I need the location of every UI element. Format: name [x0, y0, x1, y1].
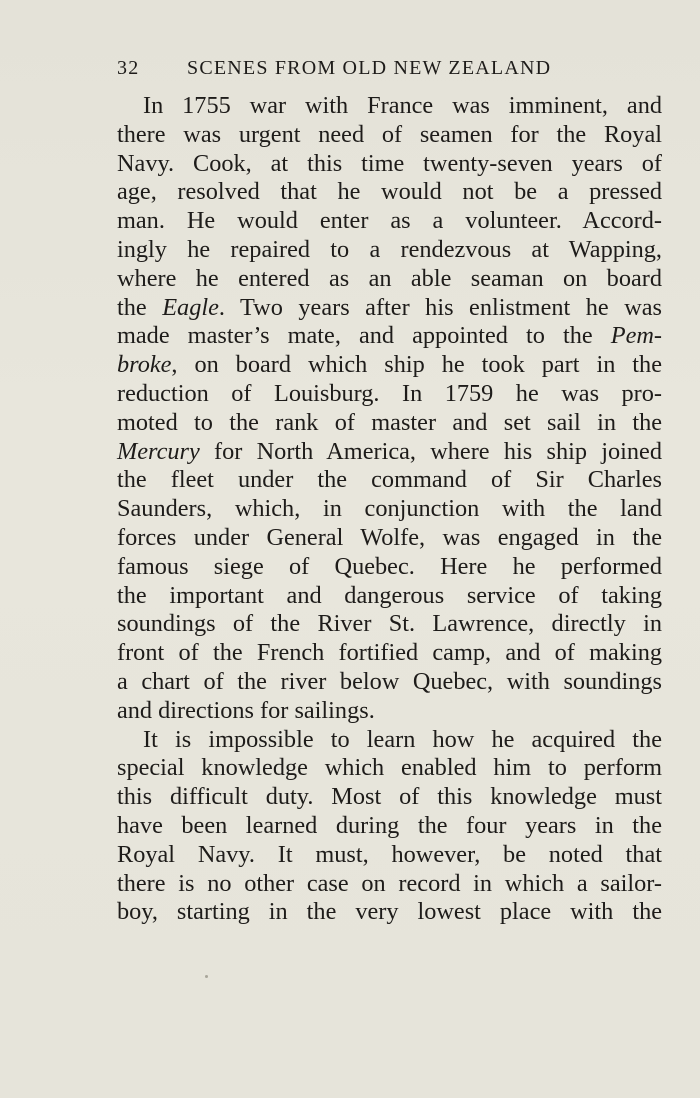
text-segment: the important and dangerous service of taking — [117, 581, 662, 609]
text-segment: reduction of Louisburg. In 1759 he was pro- — [117, 379, 662, 407]
text-line — [117, 524, 662, 553]
text-line — [117, 150, 662, 179]
text-line — [117, 668, 662, 697]
text-segment: there is no other case on record in which a sailor- — [117, 869, 662, 897]
running-header — [117, 55, 662, 83]
text-line — [117, 812, 662, 841]
text-segment: for North America, where his ship joined — [199, 437, 662, 465]
text-line — [117, 265, 662, 294]
text-segment: a chart of the river below Quebec, with soundings — [117, 667, 662, 695]
text-line — [117, 495, 662, 524]
text-line — [117, 841, 662, 870]
text-segment: soundings of the River St. Lawrence, directly in — [117, 610, 662, 638]
text-line — [117, 409, 662, 438]
text-segment: In 1755 war with France was imminent, and — [143, 92, 662, 119]
page-number: 32 — [117, 57, 140, 79]
text-segment: age, resolved that he would not be a pressed — [117, 178, 662, 206]
text-segment: Royal Navy. It must, however, be noted that — [117, 840, 662, 868]
italic-ship-name: broke — [117, 351, 172, 379]
text-line — [117, 697, 662, 726]
italic-ship-name: Eagle — [162, 293, 219, 321]
text-line — [117, 582, 662, 611]
paragraph — [117, 92, 662, 726]
text-line — [117, 92, 662, 121]
text-line — [117, 783, 662, 812]
text-segment: It is impossible to learn how he acquired the — [143, 725, 662, 753]
text-segment: there was urgent need of seamen for the Royal — [117, 120, 662, 148]
text-segment: this difficult duty. Most of this knowledge must — [117, 783, 662, 811]
text-line — [117, 351, 662, 380]
text-line — [117, 639, 662, 668]
body-text — [117, 92, 662, 927]
text-line — [117, 178, 662, 207]
text-line — [117, 726, 662, 755]
text-segment: boy, starting in the very lowest place with the — [117, 898, 662, 926]
text-segment: the — [117, 293, 163, 321]
text-line — [117, 466, 662, 495]
text-segment: front of the French fortified camp, and of making — [117, 639, 662, 667]
text-line — [117, 121, 662, 150]
text-segment: forces under General Wolfe, was engaged in the — [117, 523, 662, 551]
text-line — [117, 870, 662, 899]
text-line — [117, 380, 662, 409]
text-segment: famous siege of Quebec. Here he performed — [117, 552, 662, 580]
text-line — [117, 754, 662, 783]
text-segment: the fleet under the command of Sir Charles — [117, 466, 662, 494]
text-segment: Navy. Cook, at this time twenty-seven years of — [117, 149, 662, 177]
text-line — [117, 610, 662, 639]
text-segment: made master’s mate, and appointed to the — [117, 322, 611, 350]
text-line — [117, 294, 662, 323]
italic-ship-name: Pem- — [610, 322, 662, 350]
text-segment: moted to the rank of master and set sail in the — [117, 408, 662, 436]
text-line — [117, 898, 662, 927]
text-segment: where he entered as an able seaman on board — [117, 264, 662, 292]
text-line — [117, 322, 662, 351]
italic-ship-name: Mercury — [117, 437, 200, 465]
paragraph — [117, 726, 662, 928]
text-segment: have been learned during the four years in the — [117, 811, 662, 839]
text-line — [117, 236, 662, 265]
paper-speck — [205, 975, 208, 978]
text-segment: , on board which ship he took part in the — [171, 351, 662, 379]
text-segment: man. He would enter as a volunteer. Accord- — [117, 207, 662, 235]
text-segment: special knowledge which enabled him to perform — [117, 754, 662, 782]
text-line — [117, 438, 662, 467]
text-segment: and directions for sailings. — [117, 696, 375, 724]
text-segment: . Two years after his enlistment he was — [218, 293, 662, 321]
text-segment: ingly he repaired to a rendezvous at Wapping, — [117, 235, 662, 263]
running-title: SCENES FROM OLD NEW ZEALAND — [187, 57, 552, 79]
text-line — [117, 207, 662, 236]
text-line — [117, 553, 662, 582]
text-segment: Saunders, which, in conjunction with the land — [117, 495, 662, 523]
